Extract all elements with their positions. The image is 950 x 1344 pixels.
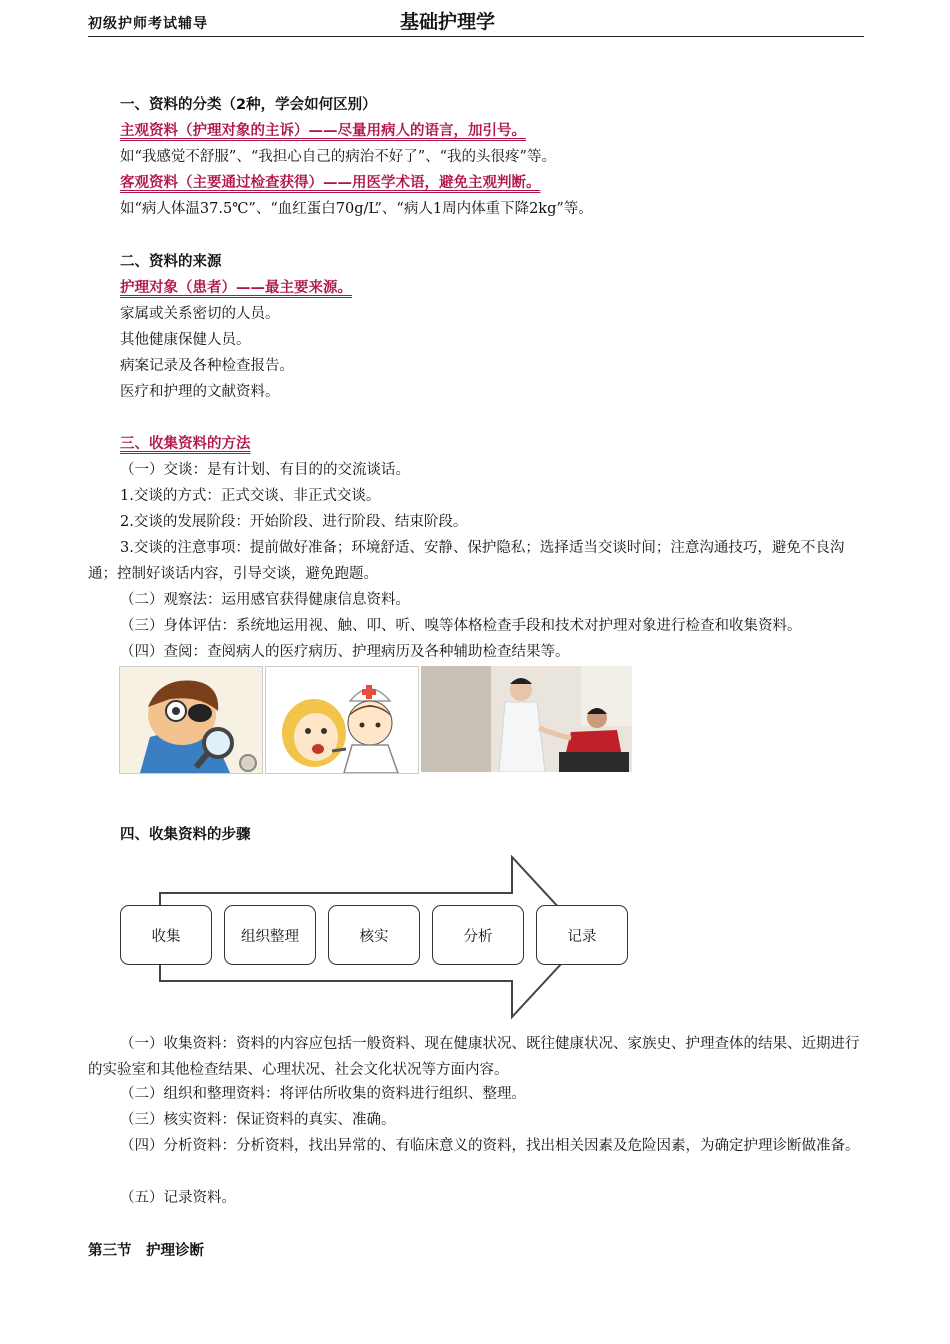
method-physical-assessment: （三）身体评估：系统地运用视、触、叩、听、嗅等体格检查手段和技术对护理对象进行检查和收集资料。 [120,618,802,634]
interview-mode: 1.交谈的方式：正式交谈、非正式交谈。 [120,488,381,504]
step-organize-detail: （二）组织和整理资料：将评估所收集的资料进行组织、整理。 [120,1086,526,1102]
physical-assessment-photo [421,666,632,772]
method-review-records: （四）查阅：查阅病人的医疗病历、护理病历及各种辅助检查结果等。 [120,644,570,660]
source-item: 其他健康保健人员。 [120,332,251,348]
objective-data-title: 客观资料（主要通过检查获得）——用医学术语，避免主观判断。 [120,175,541,191]
objective-data-example: 如“病人体温37.5℃”、“血红蛋白70g/L”、“病人1周内体重下降2kg”等。 [120,201,593,217]
page-header [88,10,864,37]
primary-source: 护理对象（患者）——最主要来源。 [120,280,352,296]
section4-title: 四、收集资料的步骤 [120,827,251,843]
step-organize: 组织整理 [224,905,316,965]
method-interview: （一）交谈：是有计划、有目的的交流谈话。 [120,462,410,478]
source-item: 医疗和护理的文献资料。 [120,384,280,400]
section2-title: 二、资料的来源 [120,254,222,270]
subjective-data-example: 如“我感觉不舒服”、“我担心自己的病治不好了”、“我的头很疼”等。 [120,149,556,165]
source-item: 病案记录及各种检查报告。 [120,358,294,374]
step-record: 记录 [536,905,628,965]
section3-title: 三、收集资料的方法 [120,436,251,452]
header-left-title: 初级护师考试辅导 [88,16,208,32]
step-collect-detail: （一）收集资料：资料的内容应包括一般资料、现在健康状况、既往健康状况、家族史、护理查体的结果、近期进行的实验室和其他检查结果、心理状况、社会文化状况等方面内容。 [88,1036,860,1078]
step-analyze-detail: （四）分析资料：分析资料，找出异常的、有临床意义的资料，找出相关因素及危险因素，为确定护理诊断做准备。 [120,1138,860,1154]
step-verify-detail: （三）核实资料：保证资料的真实、准确。 [120,1112,396,1128]
subjective-data-title: 主观资料（护理对象的主诉）——尽量用病人的语言，加引号。 [120,123,526,139]
header-center-title: 基础护理学 [400,11,496,33]
method-observation: （二）观察法：运用感官获得健康信息资料。 [120,592,410,608]
step-verify: 核实 [328,905,420,965]
step-collect: 收集 [120,905,212,965]
next-section-title: 第三节 护理诊断 [88,1243,204,1259]
step-analyze: 分析 [432,905,524,965]
section1-title: 一、资料的分类（2种，学会如何区别） [120,97,377,113]
observation-cartoon-image [119,666,263,774]
collection-steps-diagram [118,855,630,1021]
interview-cartoon-image [265,666,419,774]
step-record-detail: （五）记录资料。 [120,1190,236,1206]
source-item: 家属或关系密切的人员。 [120,306,280,322]
interview-notes: 3.交谈的注意事项：提前做好准备；环境舒适、安静、保护隐私；选择适当交谈时间；注意沟通技巧，避免不良沟通；控制好谈话内容，引导交谈，避免跑题。 [88,540,845,582]
interview-stages: 2.交谈的发展阶段：开始阶段、进行阶段、结束阶段。 [120,514,468,530]
